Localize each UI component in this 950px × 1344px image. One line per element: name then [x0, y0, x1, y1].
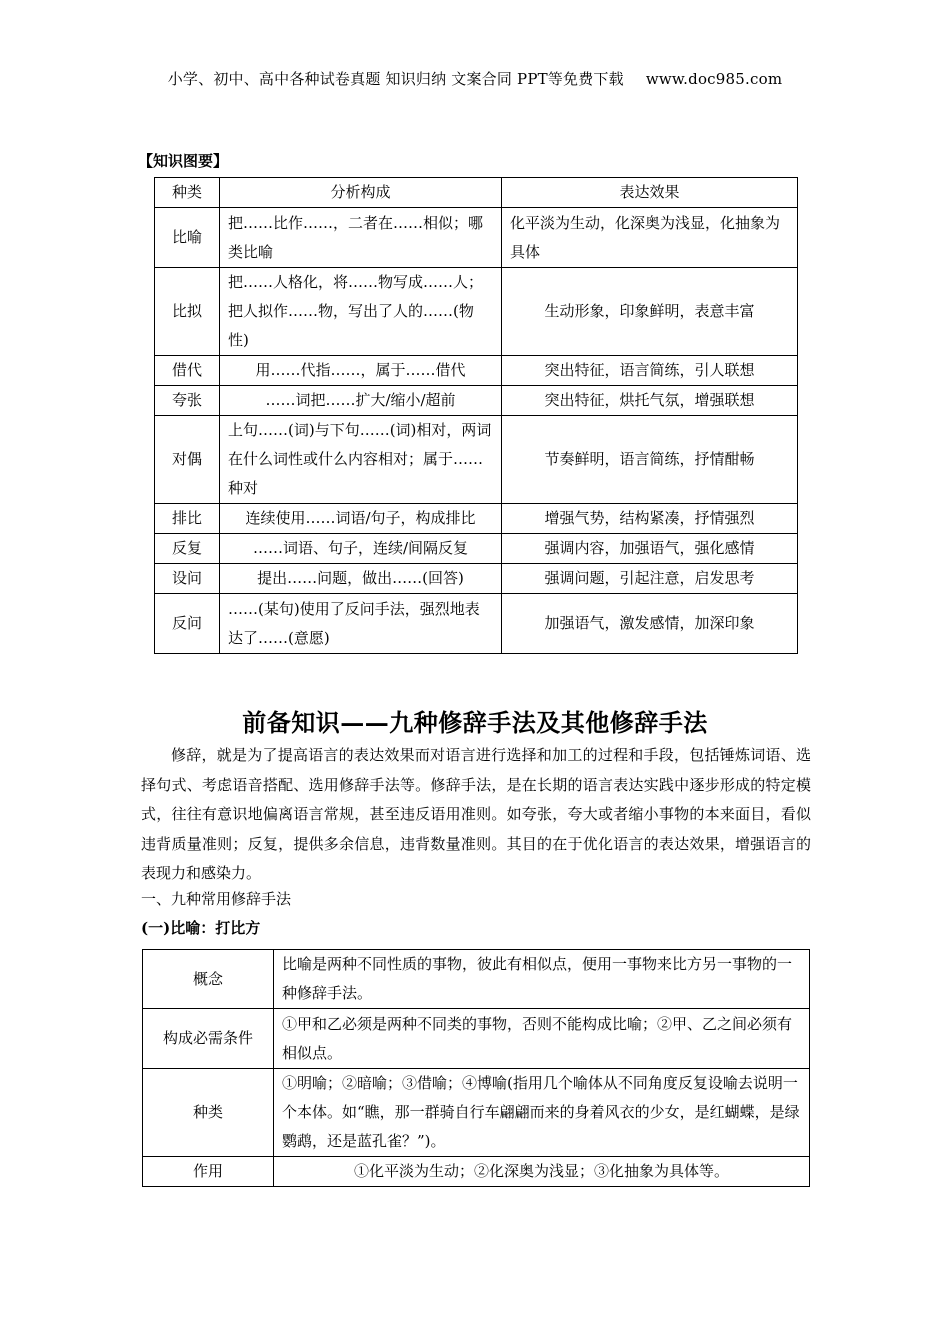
row-content: ①明喻；②暗喻；③借喻；④博喻(指用几个喻体从不同角度反复设喻去说明一个本体。如“瞧，那一群骑自行车翩翩而来的身着风衣的少女，是红蝴蝶，是绿鹦鹉，还是蓝孔雀？”)。: [274, 1069, 810, 1157]
row-content: 比喻是两种不同性质的事物，彼此有相似点，便用一事物来比方另一事物的一种修辞手法。: [274, 950, 810, 1009]
row-effect: 生动形象，印象鲜明，表意丰富: [502, 268, 798, 356]
table-row: [155, 564, 798, 594]
row-kind: 反问: [155, 594, 220, 654]
row-effect: 突出特征，语言简练，引人联想: [502, 356, 798, 386]
row-label: 作用: [143, 1157, 274, 1187]
row-analysis: ……词语、句子，连续/间隔反复: [220, 534, 502, 564]
row-analysis: 把……人格化，将……物写成……人；把人拟作……物，写出了人的……(物性): [220, 268, 502, 356]
row-kind: 排比: [155, 504, 220, 534]
intro-paragraph: 修辞，就是为了提高语言的表达效果而对语言进行选择和加工的过程和手段，包括锤炼词语、选择句式、考虑语音搭配、选用修辞手法等。修辞手法，是在长期的语言表达实践中逐步形成的特定模式，往往有意识地偏离语言常规，甚至违反语用准则。如夸张，夸大或者缩小事物的本来面目，看似违背质量准则；反复，提供多余信息，违背数量准则。其目的在于优化语言的表达效果，增强语言的表现力和感染力。: [141, 746, 811, 882]
row-effect: 增强气势，结构紧凑，抒情强烈: [502, 504, 798, 534]
row-effect: 强调问题，引起注意，启发思考: [502, 564, 798, 594]
row-effect: 突出特征，烘托气氛，增强联想: [502, 386, 798, 416]
table-row: [143, 950, 810, 1009]
row-kind: 借代: [155, 356, 220, 386]
row-effect: 节奏鲜明，语言简练，抒情酣畅: [502, 416, 798, 504]
table-row: [143, 1069, 810, 1157]
simile-table: [142, 949, 810, 1187]
table-row: [155, 386, 798, 416]
row-label: 概念: [143, 950, 274, 1009]
row-kind: 夸张: [155, 386, 220, 416]
row-analysis: 上句……(词)与下句……(词)相对，两词在什么词性或什么内容相对；属于……种对: [220, 416, 502, 504]
row-effect: 强调内容，加强语气，强化感情: [502, 534, 798, 564]
table-row: [155, 356, 798, 386]
row-content: ①化平淡为生动；②化深奥为浅显；③化抽象为具体等。: [274, 1157, 810, 1187]
row-analysis: 用……代指……，属于……借代: [220, 356, 502, 386]
table-row: [143, 1009, 810, 1069]
page-header: [0, 68, 950, 89]
table-row: [155, 594, 798, 654]
row-effect: 加强语气，激发感情，加深印象: [502, 594, 798, 654]
row-analysis: 把……比作……，二者在……相似；哪类比喻: [220, 208, 502, 268]
knowledge-label: 【知识图要】: [138, 152, 229, 170]
table-row: [155, 208, 798, 268]
row-analysis: ……词把……扩大/缩小/超前: [220, 386, 502, 416]
rhetoric-summary-table: [154, 177, 798, 654]
header-text: 小学、初中、高中各种试卷真题 知识归纳 文案合同 PPT等免费下载: [167, 70, 624, 88]
row-kind: 比拟: [155, 268, 220, 356]
row-analysis: ……(某句)使用了反问手法，强烈地表达了……(意愿): [220, 594, 502, 654]
row-content: ①甲和乙必须是两种不同类的事物，否则不能构成比喻；②甲、乙之间必须有相似点。: [274, 1009, 810, 1069]
row-analysis: 连续使用……词语/句子，构成排比: [220, 504, 502, 534]
heading-nine-methods: 一、九种常用修辞手法: [141, 890, 292, 908]
header-analysis: 分析构成: [220, 178, 502, 208]
row-label: 构成必需条件: [143, 1009, 274, 1069]
row-kind: 比喻: [155, 208, 220, 268]
header-url[interactable]: www.doc985.com: [645, 70, 783, 88]
row-effect: 化平淡为生动，化深奥为浅显，化抽象为具体: [502, 208, 798, 268]
header-kind: 种类: [155, 178, 220, 208]
table-row: [155, 534, 798, 564]
table-row: [143, 1157, 810, 1187]
table-row: [155, 268, 798, 356]
row-kind: 对偶: [155, 416, 220, 504]
table-row: [155, 416, 798, 504]
row-kind: 反复: [155, 534, 220, 564]
row-kind: 设问: [155, 564, 220, 594]
header-effect: 表达效果: [502, 178, 798, 208]
row-analysis: 提出……问题，做出……(回答): [220, 564, 502, 594]
table-header-row: [155, 178, 798, 208]
section-title: 前备知识——九种修辞手法及其他修辞手法: [242, 708, 708, 737]
table-row: [155, 504, 798, 534]
heading-simile: (一)比喻：打比方: [141, 919, 261, 937]
row-label: 种类: [143, 1069, 274, 1157]
